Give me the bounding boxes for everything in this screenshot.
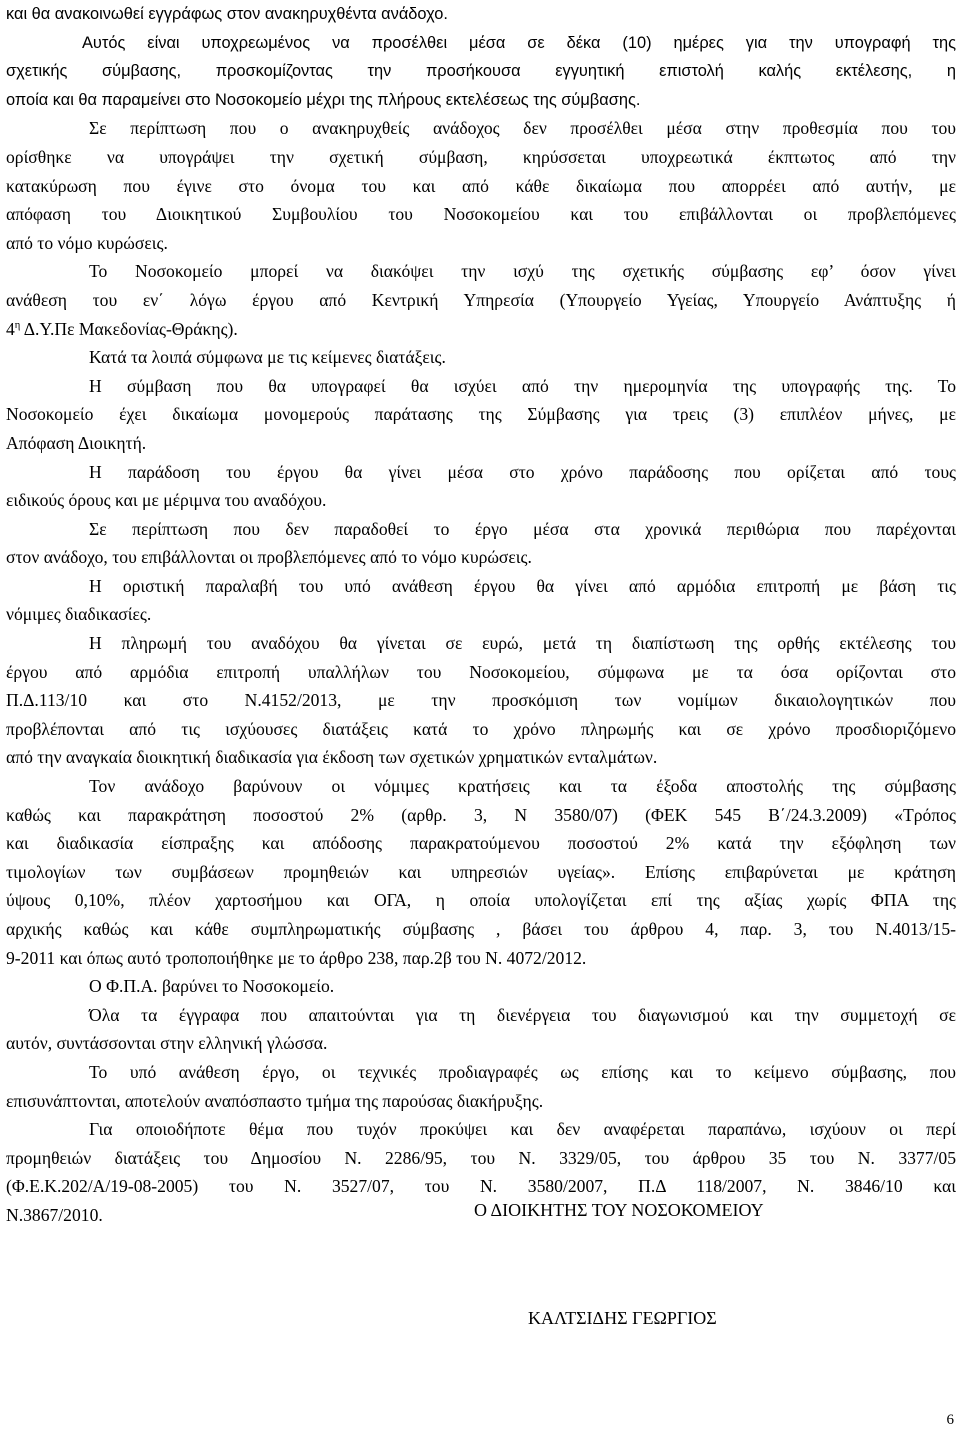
text-line: Η σύμβαση που θα υπογραφεί θα ισχύει από την ημερομηνία της υπογραφής της. Το <box>89 375 956 396</box>
text-line: κατακύρωση που έγινε στο όνομα του και από κάθε δικαίωμα που απορρέει από αυτήν, με <box>6 175 956 196</box>
text-line: Η παράδοση του έργου θα γίνει μέσα στο χρόνο παράδοσης που ορίζεται από τους <box>89 461 956 482</box>
text-line: από την αναγκαία διοικητική διαδικασία για έκδοση των σχετικών χρηματικών ενταλμάτων. <box>6 747 658 768</box>
text-line: Κατά τα λοιπά σύμφωνα με τις κείμενες διατάξεις. <box>89 347 446 368</box>
text-line: ορίσθηκε να υπογράψει την σχετική σύμβαση, κηρύσσεται υποχρεωτικά έκπτωτος από την <box>6 146 956 167</box>
paragraph <box>6 458 956 515</box>
document-body <box>6 0 956 1230</box>
paragraph <box>6 629 956 772</box>
text-line: έργου από αρμόδια επιτροπή υπαλλήλων του Νοσοκομείου, σύμφωνα με τα όσα ορίζονται στο <box>6 661 956 682</box>
paragraph <box>6 515 956 572</box>
text-line: Ν.3867/2010. <box>6 1204 103 1225</box>
paragraph <box>6 257 956 343</box>
text-line: νόμιμες διαδικασίες. <box>6 604 152 625</box>
text-line: ειδικούς όρους και με μέριμνα του αναδόχου. <box>6 490 327 511</box>
text-line: Ο Φ.Π.Α. βαρύνει το Νοσοκομείο. <box>89 976 335 997</box>
text-line: Νοσοκομείο έχει δικαίωμα μονομερούς παράτασης της Σύμβασης για τρεις (3) επιπλέον μήνες, με <box>6 404 956 425</box>
paragraph <box>6 343 956 372</box>
text-line: σχετικής σύμβασης, προσκομίζοντας την προσήκουσα εγγυητική επιστολή καλής εκτέλεσης, η <box>6 62 956 81</box>
text-line: $4^\eta$ Δ.Υ.Πε Μακεδονίας-Θράκης). <box>6 318 238 339</box>
text-line: τιμολογίων των συμβάσεων προμηθειών και υπηρεσιών υγείας». Επίσης επιβαρύνεται με κράτηση <box>6 861 956 882</box>
text-line: αρχικής καθώς και κάθε συμπληρωματικής σύμβασης , βάσει του άρθρου 4, παρ. 3, του Ν.4013/15- <box>6 919 956 939</box>
text-line: 9-2011 και όπως αυτό τροποποιήθηκε με το άρθρο 238, παρ.2β του Ν. 4072/2012. <box>6 947 587 968</box>
text-line: από το νόμο κυρώσεις. <box>6 232 168 253</box>
text-line: στον ανάδοχο, του επιβάλλονται οι προβλεπόμενες από το νόμο κυρώσεις. <box>6 547 532 568</box>
text-line: Σε περίπτωση που ο ανακηρυχθείς ανάδοχος δεν προσέλθει μέσα στην προθεσμία που του <box>89 118 956 139</box>
text-line: Όλα τα έγγραφα που απαιτούνται για τη διενέργεια του διαγωνισμού και την συμμετοχή σε <box>89 1004 956 1025</box>
paragraph <box>6 772 956 972</box>
text-line: αυτόν, συντάσσονται στην ελληνική γλώσσα. <box>6 1033 328 1054</box>
text-line: Τον ανάδοχο βαρύνουν οι νόμιμες κρατήσεις και τα έξοδα αποστολής της σύμβασης <box>89 776 956 797</box>
text-line: Π.Δ.113/10 και στο Ν.4152/2013, με την προσκόμιση των νομίμων δικαιολογητικών που <box>6 690 956 711</box>
paragraph <box>6 29 956 115</box>
text-line: ύψους 0,10%, πλέον χαρτοσήμου και ΟΓΑ, η οποία υπολογίζεται επί της αξίας χωρίς ΦΠΑ της <box>6 890 956 911</box>
text-line: Η οριστική παραλαβή του υπό ανάθεση έργου θα γίνει από αρμόδια επιτροπή με βάση τις <box>89 575 956 596</box>
text-line: Για οποιοδήποτε θέμα που τυχόν προκύψει και δεν αναφέρεται παραπάνω, ισχύουν οι περί <box>89 1119 956 1140</box>
text-line: καθώς και παρακράτηση ποσοστού 2% (αρθρ. 3, Ν 3580/07) (ΦΕΚ 545 Β΄/24.3.2009) «Τρόπος <box>6 804 956 825</box>
text-line: επισυνάπτονται, αποτελούν αναπόσπαστο τμήμα της παρούσας διακήρυξης. <box>6 1090 544 1111</box>
text-line: Η πληρωμή του αναδόχου θα γίνεται σε ευρώ, μετά τη διαπίστωση της ορθής εκτέλεσης του <box>89 633 956 654</box>
text-line: οποία και θα παραμείνει στο Νοσοκομείο μέχρι της πλήρους εκτελέσεως της σύμβασης. <box>6 90 641 109</box>
text-line: Το υπό ανάθεση έργο, οι τεχνικές προδιαγραφές ως επίσης και το κείμενο σύμβασης, που <box>89 1061 956 1082</box>
signature-title: Ο ΔΙΟΙΚΗΤΗΣ ΤΟΥ ΝΟΣΟΚΟΜΕΙΟΥ <box>474 1200 764 1220</box>
paragraph <box>6 0 956 29</box>
text-line: (Φ.Ε.Κ.202/Α/19-08-2005) του Ν. 3527/07, του Ν. 3580/2007, Π.Δ 118/2007, Ν. 3846/10 και <box>6 1176 956 1197</box>
paragraph <box>6 1001 956 1058</box>
text-line: και θα ανακοινωθεί εγγράφως στον ανακηρυχθέντα ανάδοχο. <box>6 5 448 23</box>
text-line: προβλέπονται από τις ισχύουσες διατάξεις κατά το χρόνο πληρωμής και σε χρόνο προσδιοριζόμενο <box>6 718 956 739</box>
paragraph <box>6 114 956 257</box>
text-line: Απόφαση Διοικητή. <box>6 432 147 453</box>
paragraph <box>6 572 956 629</box>
paragraph <box>6 372 956 458</box>
text-line: Το Νοσοκομείο μπορεί να διακόψει την ισχύ της σχετικής σύμβασης εφ’ όσον γίνει <box>89 261 956 282</box>
signature-name: ΚΑΛΤΣΙΔΗΣ ΓΕΩΡΓΙΟΣ <box>528 1308 717 1328</box>
text-line: προμηθειών διατάξεις του Δημοσίου Ν. 2286/95, του Ν. 3329/05, του άρθρου 35 του Ν. 3377/05 <box>6 1147 956 1168</box>
text-line: Σε περίπτωση που δεν παραδοθεί το έργο μέσα στα χρονικά περιθώρια που παρέχονται <box>89 518 956 539</box>
page-number: 6 <box>946 1412 954 1428</box>
text-line: ανάθεση του εν΄ λόγω έργου από Κεντρική Υπηρεσία (Υπουργείο Υγείας, Υπουργείο Ανάπτυξης ή <box>6 289 956 310</box>
text-line: απόφαση του Διοικητικού Συμβουλίου του Νοσοκομείου και του επιβάλλονται οι προβλεπόμενες <box>6 204 956 225</box>
text-line: Αυτός είναι υποχρεωμένος να προσέλθει μέσα σε δέκα (10) ημέρες για την υπογραφή της <box>82 33 956 52</box>
text-line: και διαδικασία είσπραξης και απόδοσης παρακρατούμενου ποσοστού 2% κατά την εξόφληση των <box>6 833 956 854</box>
paragraph <box>6 1058 956 1115</box>
paragraph <box>6 972 956 1001</box>
